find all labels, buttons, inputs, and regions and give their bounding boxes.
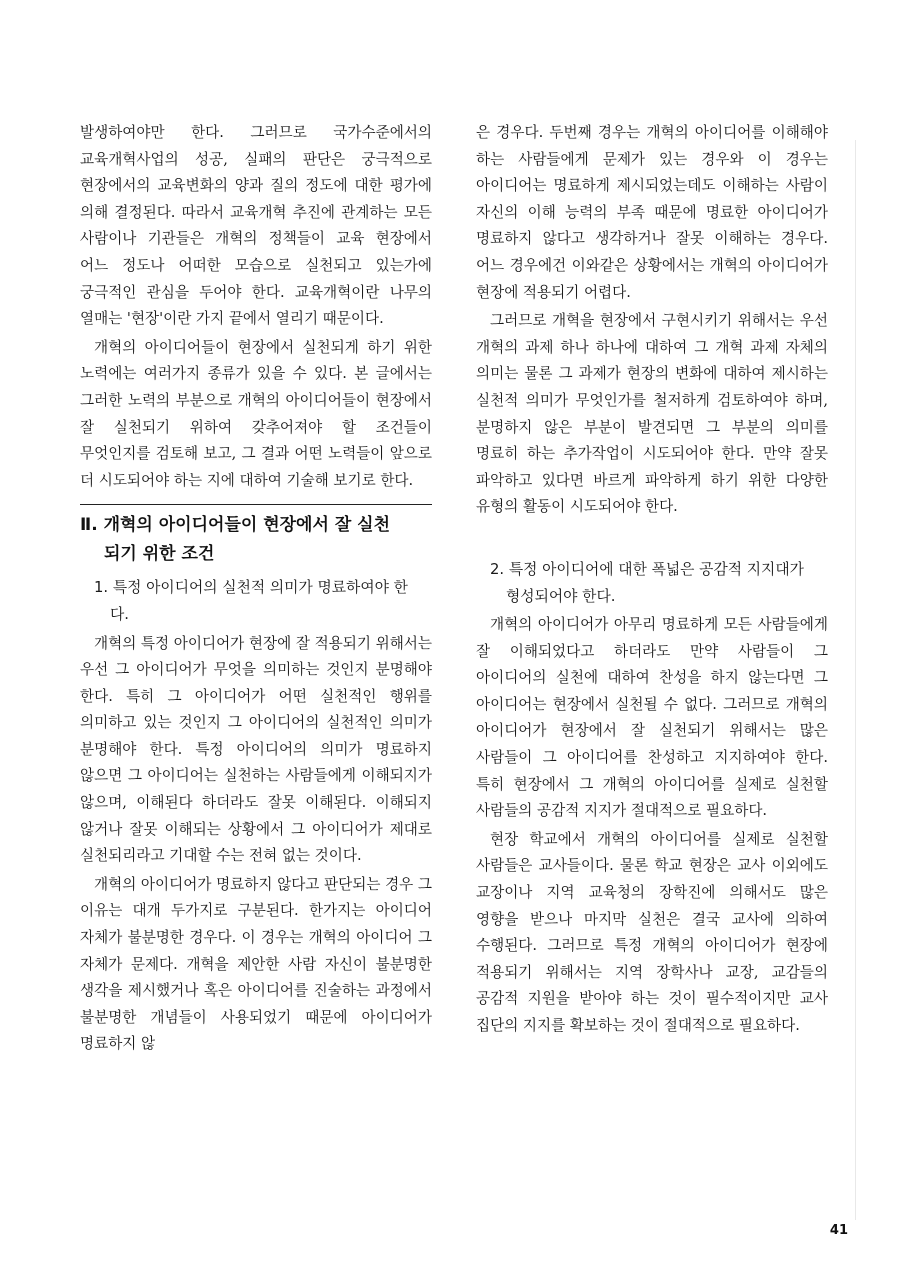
body-paragraph: 현장 학교에서 개혁의 아이디어를 실제로 실천할 사람들은 교사들이다. 물론 학교 현장은 교사 이외에도 교장이나 지역 교육청의 장학진에 의해서도 많은 영향을 받으나 마지막 실천은 결국 교사에 의하여 수행된다. 그러므로 특정 개혁의 아이디어가 현장에 적용되기 위해서는 지역 장학사나 교장, 교감들의 공감적 지원을 받아야 하는 것이 필수적이지만 교사 집단의 지지를 확보하는 것이 절대적으로 필요하다. [476,830,828,1034]
body-paragraph: 그러므로 개혁을 현장에서 구현시키기 위해서는 우선 개혁의 과제 하나 하나에 대하여 그 개혁 과제 자체의 의미는 물론 그 과제가 현장의 변화에 대하여 제시하는 실천적 의미가 무엇인가를 철저하게 검토하여야 하며, 분명하지 않은 부분이 발견되면 그 부분의 의미를 명료히 하는 추가작업이 시도되어야 한다. 만약 잘못 파악하고 있다면 바르게 파악하게 하기 위한 다양한 유형의 활동이 시도되어야 한다. [476,312,828,516]
subheading-1-line1: 1. 특정 아이디어의 실천적 의미가 명료하여야 한 [94,579,408,597]
body-paragraph: 개혁의 아이디어가 아무리 명료하게 모든 사람들에게 잘 이해되었다고 하더라도 만약 사람들이 그 아이디어의 실천에 대하여 찬성을 하지 않는다면 그 아이디어는 현장에서 실천될 수 없다. 그러므로 개혁의 아이디어가 현장에서 잘 실천되기 위해서는 많은 사람들이 그 아이디어를 찬성하고 지지하여야 한다. 특히 현장에서 그 개혁의 아이디어를 실제로 실천할 사람들의 공감적 지지가 절대적으로 필요하다. [476,616,828,820]
subheading-1-line2: 다. [110,605,129,623]
section-heading-line2: 되기 위한 조건 [104,544,215,565]
body-paragraph: 개혁의 아이디어들이 현장에서 실천되게 하기 위한 노력에는 여러가지 종류가 있을 수 있다. 본 글에서는 그러한 노력의 부분으로 개혁의 아이디어들이 현장에서 잘 실천되기 위하여 갖추어져야 할 조건들이 무엇인지를 검토해 보고, 그 결과 어떤 노력들이 앞으로 더 시도되어야 하는 지에 대하여 기술해 보기로 한다. [80,338,432,489]
subheading-2-line1: 2. 특정 아이디어에 대한 폭넓은 공감적 지지대가 [490,560,804,578]
left-column [80,120,432,1058]
body-paragraph: 개혁의 특정 아이디어가 현장에 잘 적용되기 위해서는 우선 그 아이디어가 무엇을 의미하는 것인지 분명해야 한다. 특히 그 아이디어가 어떤 실천적인 행위를 의미하고 있는 것인지 그 아이디어의 실천적인 의미가 분명해야 한다. 특정 아이디어의 의미가 명료하지 않으면 그 아이디어는 실천하는 사람들에게 이해되지가 않으며, 이해된다 하더라도 잘못 이해된다. 이해되지 않거나 잘못 이해되는 상황에서 그 아이디어가 제대로 실천되리라고 기대할 수는 전혀 없는 것이다. [80,634,432,865]
body-paragraph: 개혁의 아이디어가 명료하지 않다고 판단되는 경우 그 이유는 대개 두가지로 구분된다. 한가지는 아이디어 자체가 불분명한 경우다. 이 경우는 개혁의 아이디어 그 자체가 문제다. 개혁을 제안한 사람 자신이 불분명한 생각을 제시했거나 혹은 아이디어를 진술하는 과정에서 불분명한 개념들이 사용되었기 때문에 아이디어가 명료하지 않 [80,875,432,1053]
intro-paragraph: 발생하여야만 한다. 그러므로 국가수준에서의 교육개혁사업의 성공, 실패의 판단은 궁극적으로 현장에서의 교육변화의 양과 질의 정도에 대한 평가에 의해 결정된다. 따라서 교육개혁 추진에 관계하는 모든 사람이나 기관들은 개혁의 정책들이 교육 현장에서 어느 정도나 어떠한 모습으로 실천되고 있는가에 궁극적인 관심을 두어야 한다. 교육개혁이란 나무의 열매는 '현장'이란 가지 끝에서 열리기 때문이다. [80,124,432,328]
scan-edge-line [855,140,856,1220]
section-heading-line1: Ⅱ. 개혁의 아이디어들이 현장에서 잘 실천 [80,515,390,536]
subheading-1 [80,575,432,628]
page-number: 41 [829,1223,848,1238]
subheading-2 [476,557,828,610]
right-column [476,120,828,1040]
continued-paragraph: 은 경우다. 두번째 경우는 개혁의 아이디어를 이해해야 하는 사람들에게 문제가 있는 경우와 이 경우는 아이디어는 명료하게 제시되었는데도 이해하는 사람이 자신의 이해 능력의 부족 때문에 명료한 아이디어가 명료하지 않다고 생각하거나 잘못 이해하는 경우다. 어느 경우에건 이와같은 상황에서는 개혁의 아이디어가 현장에 적용되기 어렵다. [476,124,828,301]
section-heading [80,504,432,569]
subheading-2-line2: 형성되어야 한다. [506,587,616,605]
